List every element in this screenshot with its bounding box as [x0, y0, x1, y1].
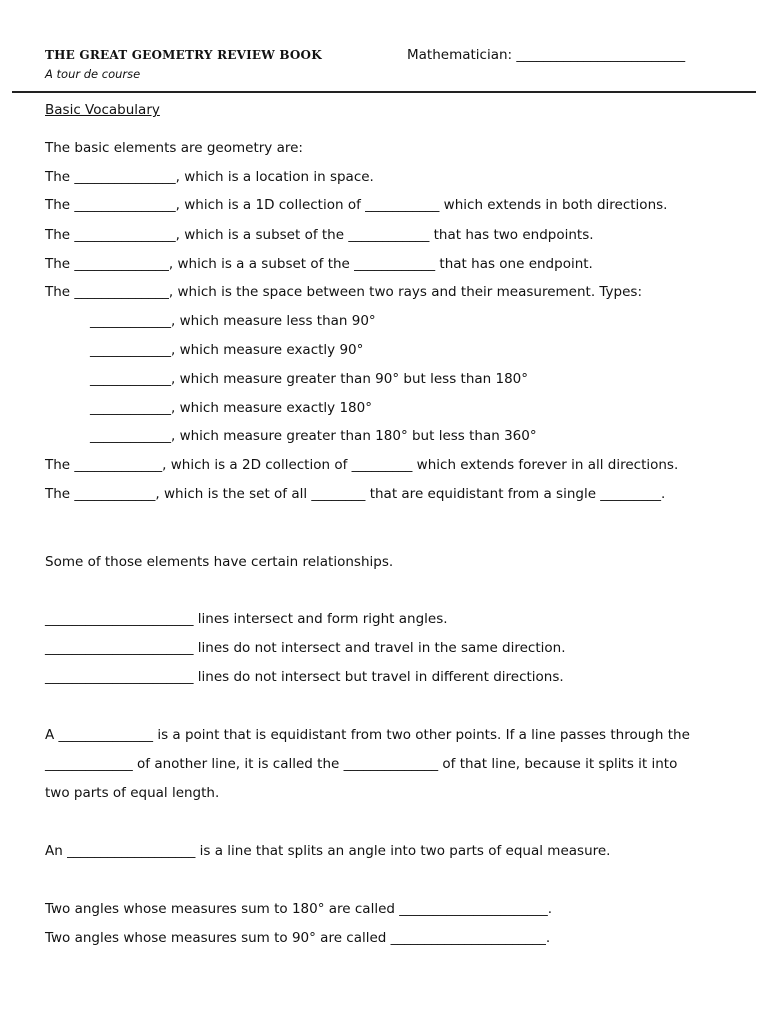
relationships-intro: Some of those elements have certain relationships.	[45, 554, 394, 570]
angle-type-obtuse: ____________, which measure greater than 90° but less than 180°	[90, 371, 529, 387]
vocab-line-angle: The ______________, which is the space between two rays and their measurement. Types:	[45, 284, 642, 300]
angle-type-reflex: ____________, which measure greater than 180° but less than 360°	[90, 428, 537, 444]
vocab-line-point: The _______________, which is a location in space.	[45, 169, 374, 185]
vocab-line-segment: The _______________, which is a subset of the ____________ that has two endpoints.	[45, 227, 594, 243]
angle-type-right: ____________, which measure exactly 90°	[90, 342, 364, 358]
relationship-perpendicular: ______________________ lines intersect and form right angles.	[45, 611, 448, 627]
angle-type-acute: ____________, which measure less than 90°	[90, 313, 376, 329]
midpoint-line-3: two parts of equal length.	[45, 785, 220, 801]
mathematician-name-field[interactable]: Mathematician: _________________________	[407, 47, 686, 63]
vocab-line-ray: The ______________, which is a a subset of the ____________ that has one endpoint.	[45, 256, 593, 272]
bisector-line: An ___________________ is a line that splits an angle into two parts of equal measure.	[45, 843, 611, 859]
relationship-skew: ______________________ lines do not intersect but travel in different directions.	[45, 669, 564, 685]
midpoint-line-2: _____________ of another line, it is called the ______________ of that line, because it splits it into	[45, 756, 678, 772]
header-divider	[12, 91, 756, 93]
supplementary-line: Two angles whose measures sum to 180° are called ______________________.	[45, 901, 553, 917]
vocab-line-line: The _______________, which is a 1D collection of ___________ which extends in both directions.	[45, 197, 668, 213]
relationship-parallel: ______________________ lines do not intersect and travel in the same direction.	[45, 640, 566, 656]
midpoint-line-1: A ______________ is a point that is equidistant from two other points. If a line passes through the	[45, 727, 690, 743]
section-intro: The basic elements are geometry are:	[45, 140, 303, 156]
vocab-line-circle: The ____________, which is the set of all ________ that are equidistant from a single _________.	[45, 486, 666, 502]
section-heading: Basic Vocabulary	[45, 102, 160, 118]
vocab-line-plane: The _____________, which is a 2D collection of _________ which extends forever in all directions.	[45, 457, 679, 473]
document-title: THE GREAT GEOMETRY REVIEW BOOK	[45, 48, 322, 62]
complementary-line: Two angles whose measures sum to 90° are called _______________________.	[45, 930, 551, 946]
document-subtitle: A tour de course	[45, 67, 141, 81]
angle-type-straight: ____________, which measure exactly 180°	[90, 400, 372, 416]
